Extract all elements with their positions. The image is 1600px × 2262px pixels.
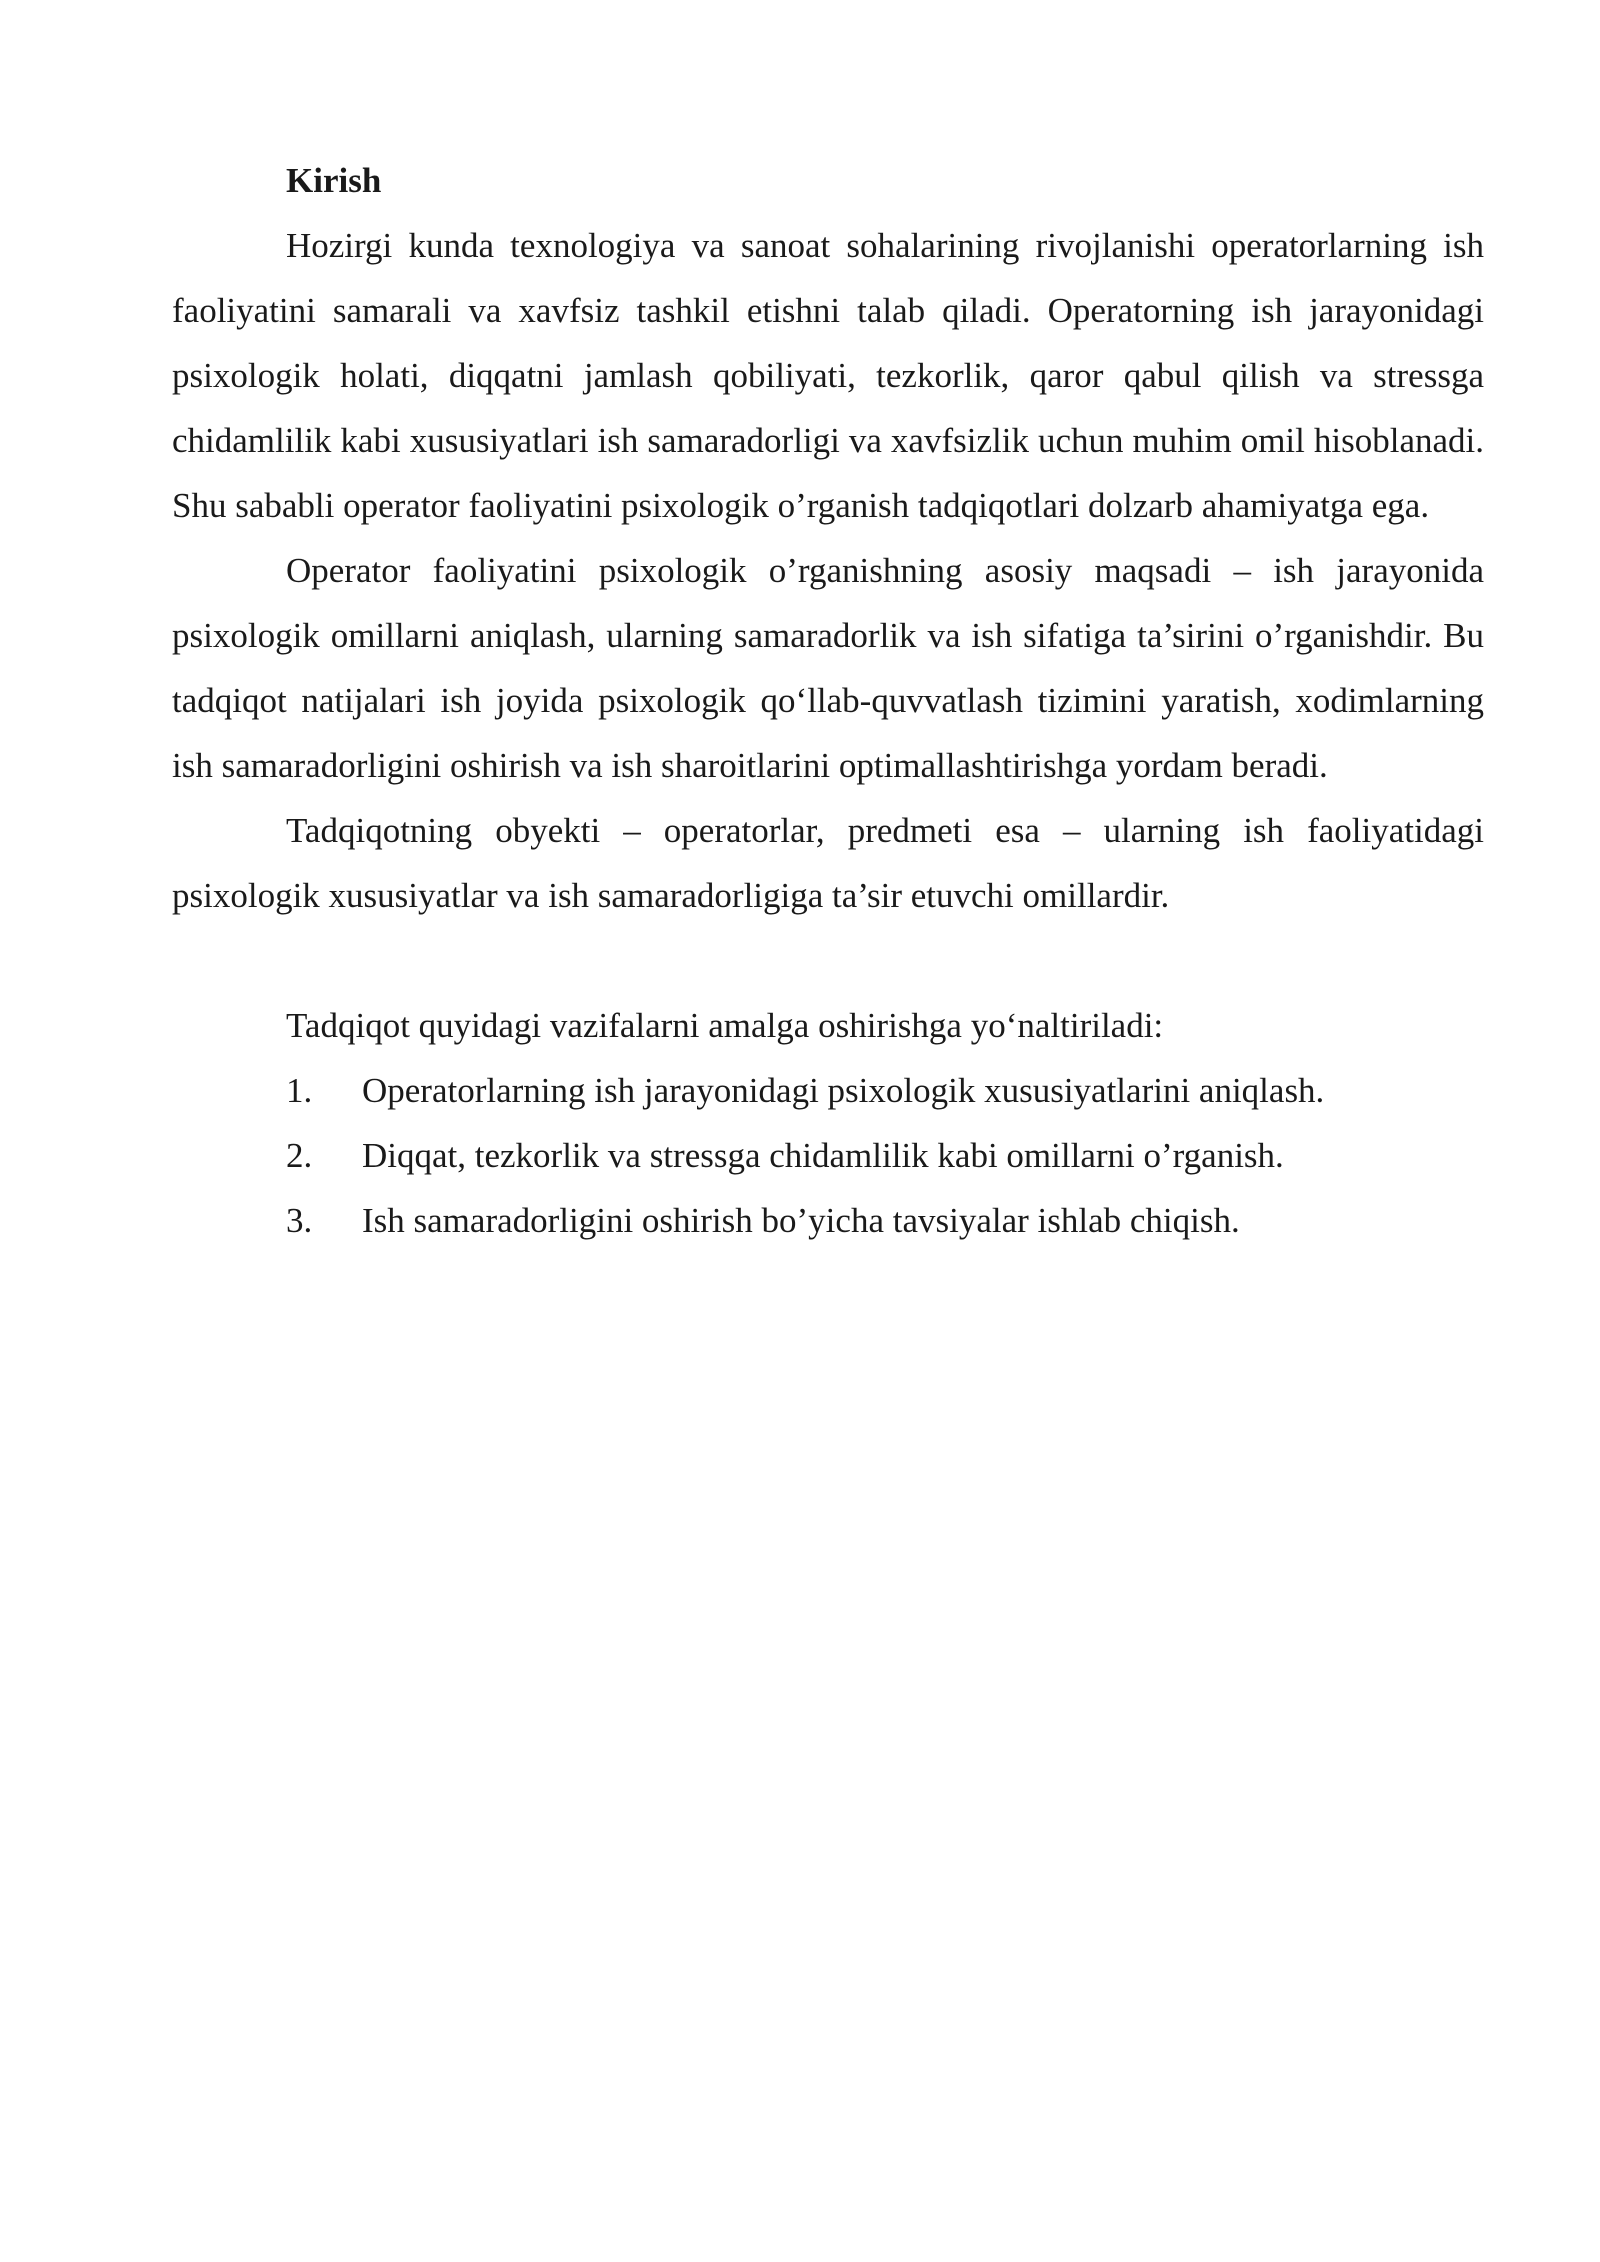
list-item xyxy=(172,1123,1484,1188)
task-list xyxy=(172,1058,1484,1253)
list-item-text: Operatorlarning ish jarayonidagi psixologik xususiyatlarini aniqlash. xyxy=(362,1071,1325,1110)
blank-line xyxy=(172,928,1484,993)
paragraph-context: Hozirgi kunda texnologiya va sanoat sohalarining rivojlanishi operatorlarning ish faoliyatini samarali va xavfsiz tashkil etishni talab qiladi. Operatorning ish jarayonidagi psixologik holati, diqqatni jamlash qobiliyati, tezkorlik, qaror qabul qilish va stressga chidamlilik kabi xususiyatlari ish samaradorligi va xavfsizlik uchun muhim omil hisoblanadi. Shu sababli operator faoliyatini psixologik o’rganish tadqiqotlari dolzarb ahamiyatga ega. xyxy=(172,226,1484,525)
paragraph-goal: Operator faoliyatini psixologik o’rganishning asosiy maqsadi – ish jarayonida psixologik omillarni aniqlash, ularning samaradorlik va ish sifatiga ta’sirini o’rganishdir. Bu tadqiqot natijalari ish joyida psixologik qo‘llab-quvvatlash tizimini yaratish, xodimlarning ish samaradorligini oshirish va ish sharoitlarini optimallashtirishga yordam beradi. xyxy=(172,551,1484,785)
tasks-intro: Tadqiqot quyidagi vazifalarni amalga oshirishga yo‘naltiriladi: xyxy=(286,1006,1164,1045)
document-body xyxy=(172,148,1484,1253)
paragraph-object: Tadqiqotning obyekti – operatorlar, predmeti esa – ularning ish faoliyatidagi psixologik xususiyatlar va ish samaradorligiga ta’sir etuvchi omillardir. xyxy=(172,811,1484,915)
section-heading: Kirish xyxy=(286,161,382,200)
list-item-number: 2. xyxy=(286,1136,313,1175)
list-item xyxy=(172,1188,1484,1253)
list-item-text: Ish samaradorligini oshirish bo’yicha tavsiyalar ishlab chiqish. xyxy=(362,1201,1240,1240)
list-item-text: Diqqat, tezkorlik va stressga chidamlilik kabi omillarni o’rganish. xyxy=(362,1136,1284,1175)
list-item xyxy=(172,1058,1484,1123)
list-item-number: 1. xyxy=(286,1071,313,1110)
list-item-number: 3. xyxy=(286,1201,313,1240)
